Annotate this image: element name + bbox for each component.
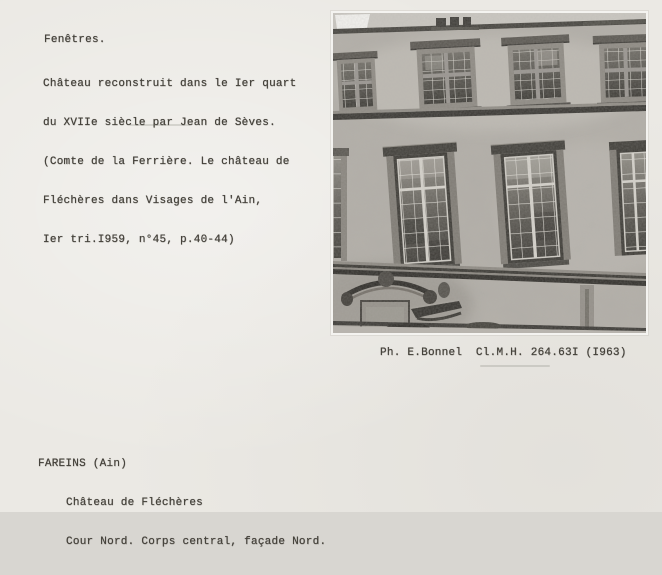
facade-photo-rendering (333, 13, 646, 333)
location-commune: FAREINS (Ain) (38, 458, 128, 470)
description-line: (Comte de la Ferrière. Le château de (43, 156, 290, 168)
photo-credit: Ph. E.Bonnel Cl.M.H. 264.63I (I963) (380, 347, 627, 359)
ink-smudge (480, 365, 550, 367)
location-view: Cour Nord. Corps central, façade Nord. (66, 536, 327, 548)
description-line: Ier tri.I959, n°45, p.40-44) (43, 234, 235, 246)
description-line: Fléchères dans Visages de l'Ain, (43, 195, 263, 207)
description-line: Château reconstruit dans le Ier quart (43, 78, 297, 90)
facade-photograph (331, 11, 648, 335)
location-monument: Château de Fléchères (66, 497, 204, 509)
ink-smudge (130, 124, 190, 126)
description-line: du XVIIe siècle par Jean de Sèves. (43, 117, 276, 129)
subject-heading: Fenêtres. (44, 34, 106, 46)
description-paragraph (43, 52, 297, 273)
location-block (38, 432, 326, 575)
